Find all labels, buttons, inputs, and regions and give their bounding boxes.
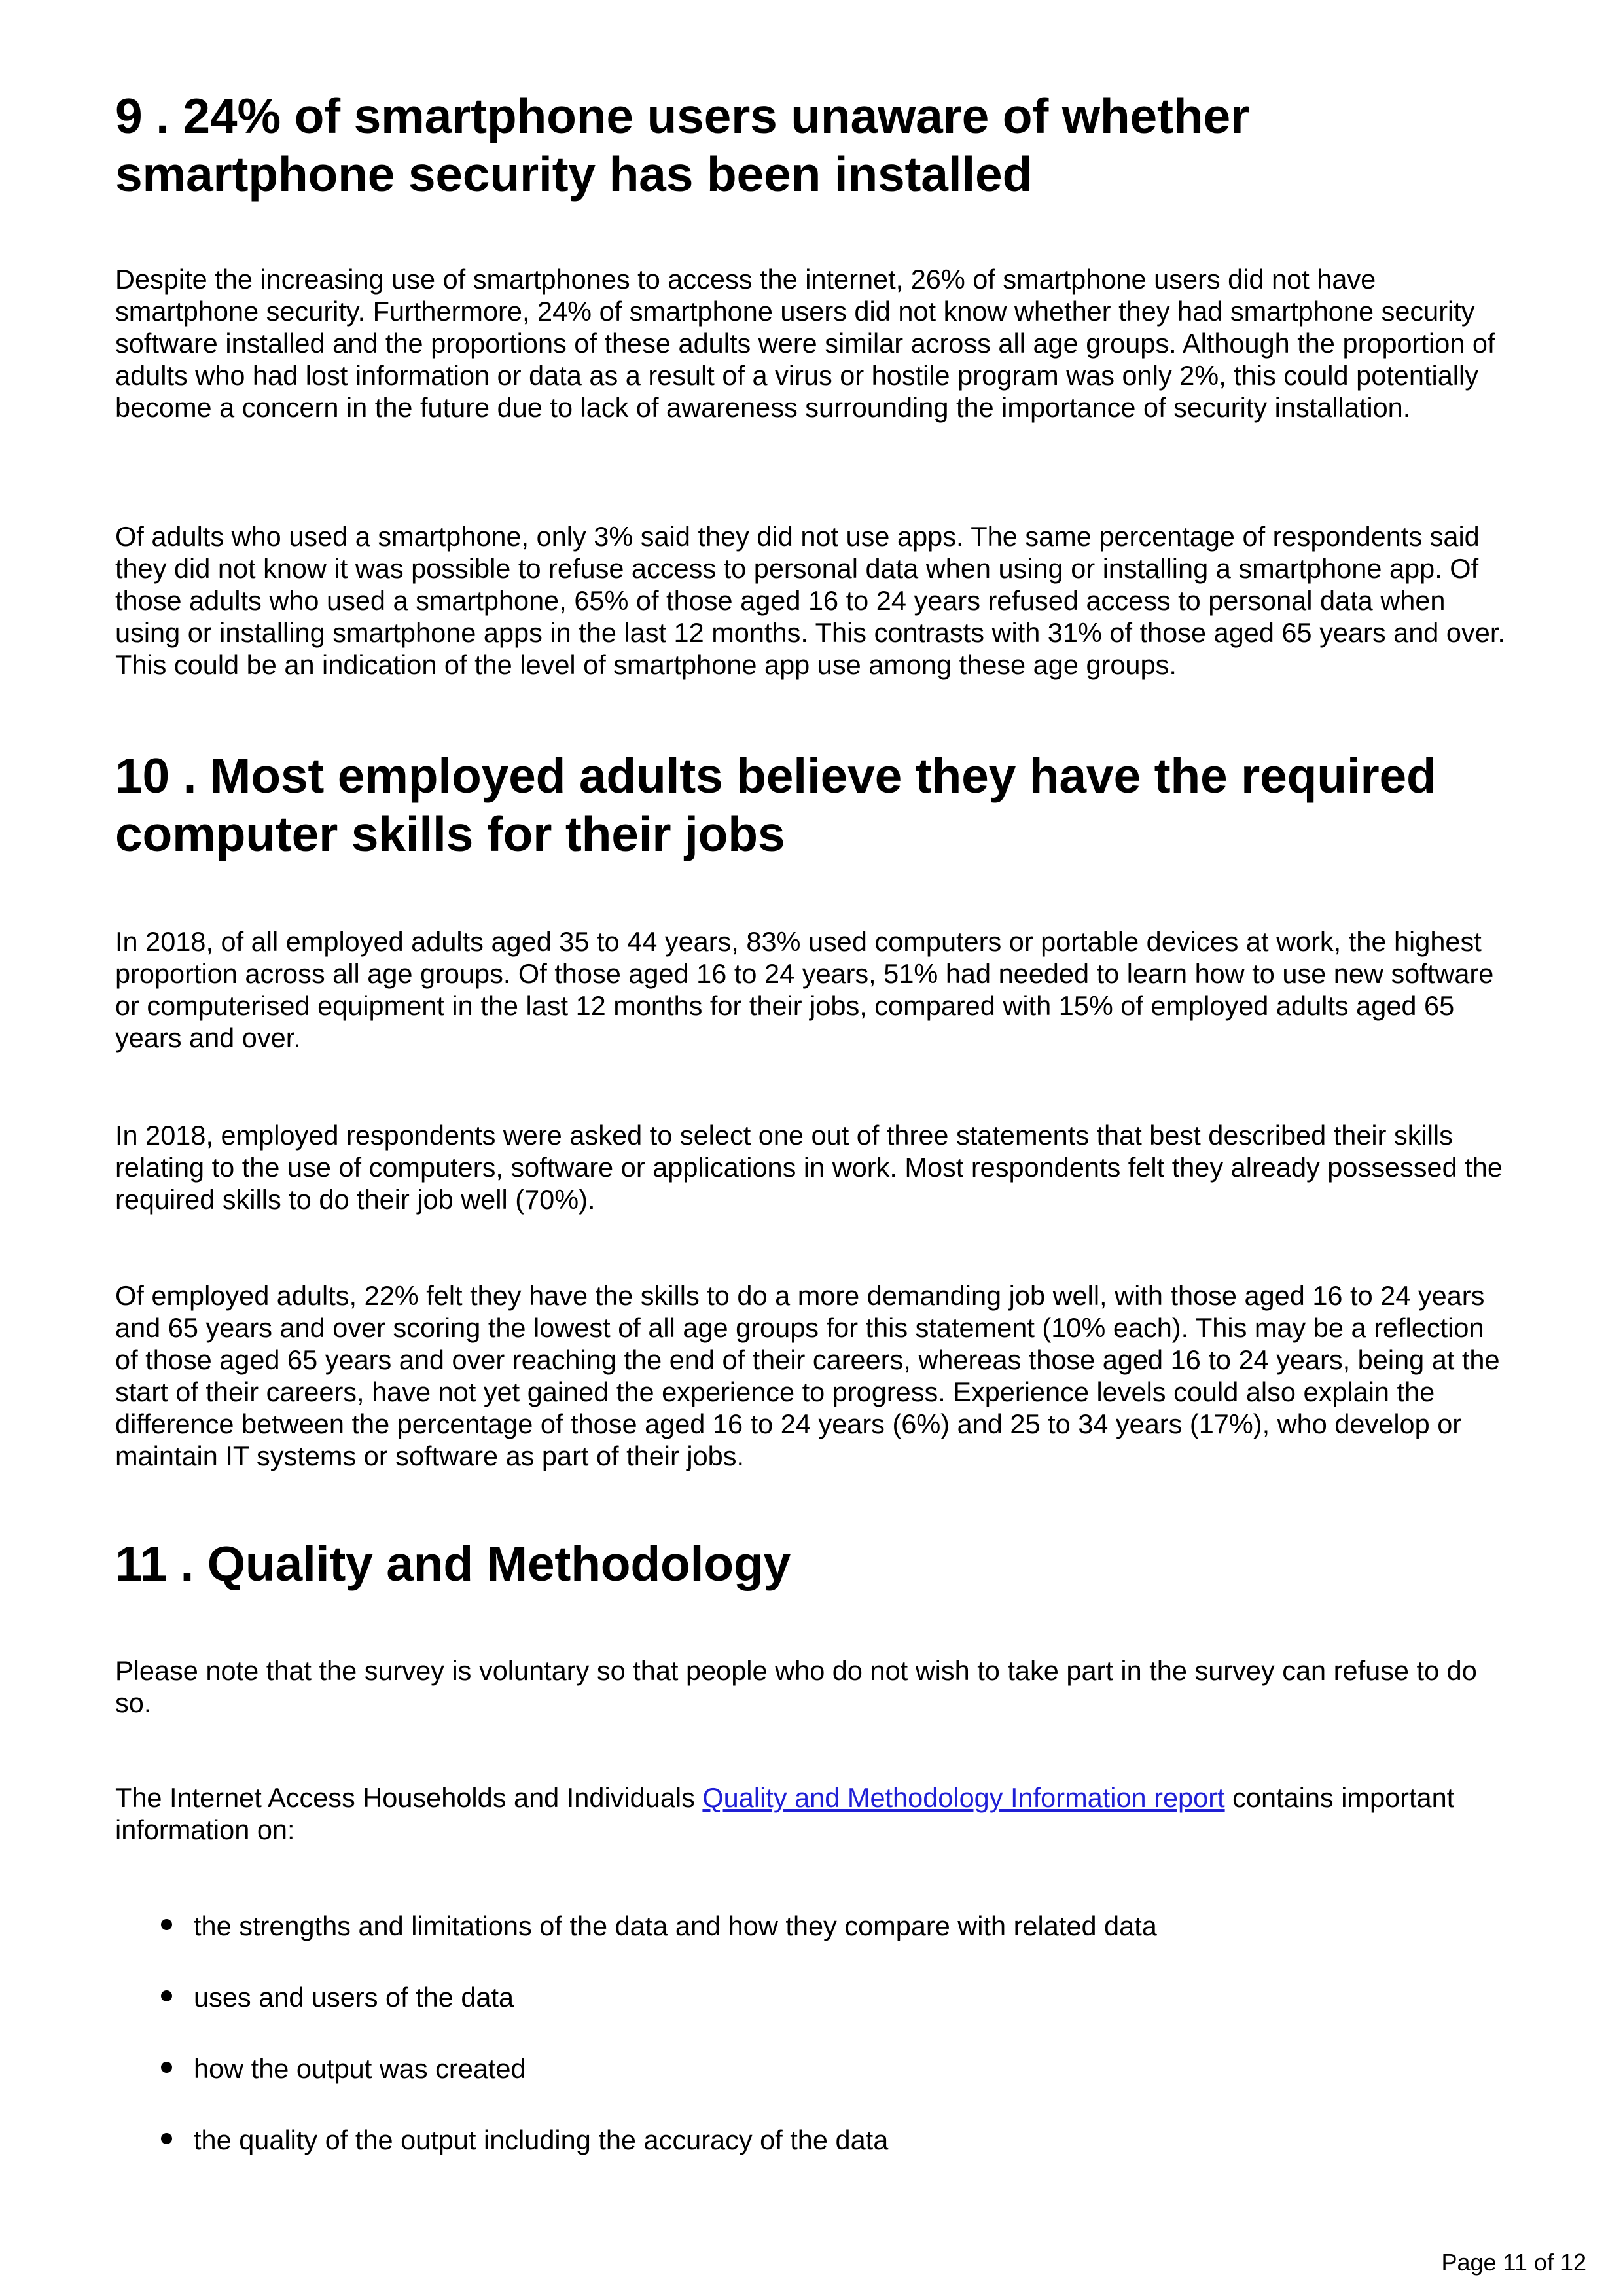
list-item-text: the strengths and limitations of the data and how they compare with related data	[194, 1910, 1157, 1941]
section-11-paragraph-1: Please note that the survey is voluntary so that people who do not wish to take part in the survey can refuse to do so.	[115, 1655, 1477, 1718]
report-text-before-link: The Internet Access Households and Individuals	[115, 1782, 703, 1813]
section-9-paragraph-2: Of adults who used a smartphone, only 3% said they did not use apps. The same percentage of respondents said they did not know it was possible to refuse access to personal data when using or installing a smartphone app. Of those adults who used a smartphone, 65% of those aged 16 to 24 years refused access to personal data when using or installing smartphone apps in the last 12 months. This contrasts with 31% of those aged 65 years and over. This could be an indication of the level of smartphone app use among these age groups.	[115, 521, 1505, 680]
section-10-paragraph-3: Of employed adults, 22% felt they have the skills to do a more demanding job well, with those aged 16 to 24 years and 65 years and over scoring the lowest of all age groups for this statement (10% each). This may be a reflection of those aged 65 years and over reaching the end of their careers, whereas those aged 16 to 24 years, being at the start of their careers, have not yet gained the experience to progress. Experience levels could also explain the difference between the percentage of those aged 16 to 24 years (6%) and 25 to 34 years (17%), who develop or maintain IT systems or software as part of their jobs.	[115, 1280, 1500, 1471]
section-11-report-paragraph	[115, 1782, 1512, 1846]
section-11-heading: 11 . Quality and Methodology	[115, 1536, 791, 1591]
page-number: Page 11 of 12	[1441, 2249, 1586, 2276]
list-item	[115, 1910, 1590, 1942]
bullet-icon	[161, 1990, 172, 2001]
section-10-heading: 10 . Most employed adults believe they have the required computer skills for their jobs	[115, 748, 1436, 861]
section-10-paragraph-1: In 2018, of all employed adults aged 35 to 44 years, 83% used computers or portable devices at work, the highest proportion across all age groups. Of those aged 16 to 24 years, 51% had needed to learn how to use new software or computerised equipment in the last 12 months for their jobs, compared with 15% of employed adults aged 65 years and over.	[115, 926, 1494, 1053]
list-item	[115, 1981, 1590, 2013]
list-item	[115, 2053, 1590, 2085]
list-item-text: uses and users of the data	[194, 1982, 514, 2013]
list-item-text: how the output was created	[194, 2053, 526, 2084]
bullet-icon	[161, 2133, 172, 2144]
section-10-paragraph-2: In 2018, employed respondents were asked to select one out of three statements that best described their skills relating to the use of computers, software or applications in work. Most respondents felt they already possessed the required skills to do their job well (70%).	[115, 1120, 1503, 1215]
section-9-paragraph-1: Despite the increasing use of smartphones to access the internet, 26% of smartphone users did not have smartphone security. Furthermore, 24% of smartphone users did not know whether they had smartphone security software installed and the proportions of these adults were similar across all age groups. Although the proportion of adults who had lost information or data as a result of a virus or hostile program was only 2%, this could potentially become a concern in the future due to lack of awareness surrounding the importance of security installation.	[115, 264, 1495, 423]
quality-methodology-report-link[interactable]: Quality and Methodology Information report	[702, 1782, 1225, 1813]
list-item	[115, 2124, 1590, 2156]
section-9-heading: 9 . 24% of smartphone users unaware of whether smartphone security has been installed	[115, 88, 1249, 202]
list-item-text: the quality of the output including the accuracy of the data	[194, 2125, 889, 2155]
report-text-after-link: contains important information on:	[115, 1782, 1455, 1845]
bullet-icon	[161, 1919, 172, 1930]
bullet-icon	[161, 2062, 172, 2073]
